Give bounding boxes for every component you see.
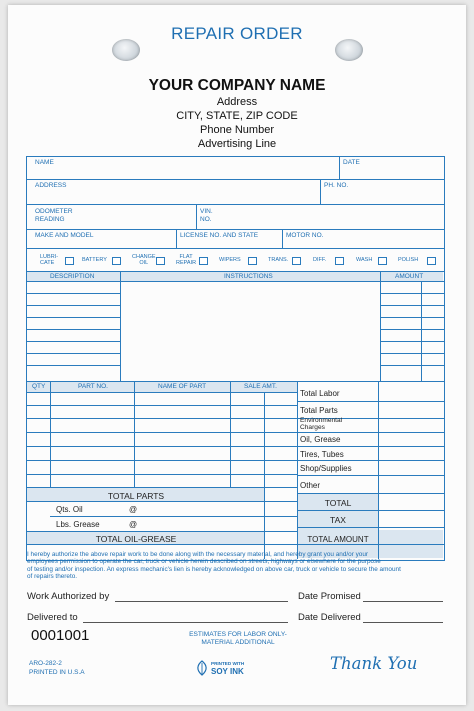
printed-in: PRINTED IN U.S.A: [29, 668, 85, 676]
check-change-oil: [132, 254, 156, 266]
oil-grease-label: Oil, Grease: [300, 435, 341, 444]
odometer-reading-label: READING: [35, 216, 65, 223]
total-label: TOTAL: [324, 498, 352, 508]
work-authorized-line[interactable]: [115, 601, 288, 602]
date-field[interactable]: DATE: [343, 159, 360, 166]
col-description: DESCRIPTION: [50, 273, 95, 280]
checkbox-diff[interactable]: [335, 257, 344, 265]
check-lubricate-label-2: CATE: [40, 260, 55, 266]
authorization-text: [27, 551, 447, 581]
odometer-field[interactable]: ODOMETER: [35, 208, 73, 215]
col-part-no: PART NO.: [78, 383, 108, 390]
authorization-line-3: of testing and/or inspection. An express mechanic's lien is hereby acknowledged on above car, truck or vehicle to secure the amount: [27, 565, 401, 573]
col-amount: AMOUNT: [395, 273, 424, 280]
col-qty: QTY: [32, 383, 46, 390]
vin-field[interactable]: VIN.: [200, 208, 213, 215]
authorization-line-4: of repairs thereto.: [27, 573, 78, 581]
total-amount-label: TOTAL AMOUNT: [307, 535, 369, 544]
address-field[interactable]: ADDRESS: [35, 182, 67, 189]
check-lubricate: [40, 254, 58, 266]
company-city-state-zip: CITY, STATE, ZIP CODE: [176, 110, 298, 122]
delivered-to-line[interactable]: [83, 622, 288, 623]
check-change-oil-label-2: OIL: [139, 260, 149, 266]
repair-order-form: [8, 5, 466, 705]
check-wipers-label: WIPERS: [219, 257, 241, 263]
vin-no-label: NO.: [200, 216, 212, 223]
tires-tubes-label: Tires, Tubes: [300, 450, 344, 459]
check-polish-label: POLISH: [398, 257, 419, 263]
checkbox-trans[interactable]: [292, 257, 301, 265]
shop-supplies-label: Shop/Supplies: [300, 464, 352, 473]
total-parts-label: TOTAL PARTS: [107, 491, 165, 501]
estimates-line-2: MATERIAL ADDITIONAL: [201, 639, 275, 646]
form-title: REPAIR ORDER: [171, 24, 303, 43]
license-field[interactable]: LICENSE NO. AND STATE: [180, 232, 259, 239]
environmental-label-2: Charges: [300, 424, 325, 431]
thank-you-script: Thank You: [330, 654, 418, 673]
check-flat-repair-label-2: REPAIR: [176, 260, 197, 266]
soy-ink-line-2: SOY INK: [211, 667, 244, 676]
company-name: YOUR COMPANY NAME: [148, 77, 326, 94]
tax-label: TAX: [330, 515, 346, 525]
soy-ink-line-1: PRINTED WITH: [211, 661, 245, 666]
total-oil-grease-label: TOTAL OIL-GREASE: [95, 534, 177, 544]
col-instructions: INSTRUCTIONS: [224, 273, 273, 280]
check-change-oil-label-1: CHANGE: [132, 254, 156, 260]
checkbox-polish[interactable]: [427, 257, 436, 265]
check-battery-label: BATTERY: [82, 257, 107, 263]
date-delivered-label: Date Delivered: [298, 612, 361, 623]
company-address: Address: [216, 96, 258, 108]
col-sale-amt: SALE AMT.: [244, 383, 277, 390]
environmental-label-1: Environmental: [300, 417, 343, 424]
estimates-note: [168, 631, 308, 647]
authorization-line-2: employees permission to operate the car, truck or vehicle herein described on streets, highways or elsewhere for the purpose: [27, 558, 381, 566]
company-advertising: Advertising Line: [197, 138, 277, 150]
checkbox-change-oil[interactable]: [156, 257, 165, 265]
checkbox-flat-repair[interactable]: [199, 257, 208, 265]
check-flat-repair: [176, 254, 196, 266]
make-model-field[interactable]: MAKE AND MODEL: [35, 232, 94, 239]
check-flat-repair-label-1: FLAT: [179, 254, 193, 260]
environmental-charges-label: [300, 417, 342, 431]
date-delivered-line[interactable]: [363, 622, 443, 623]
checkbox-wipers[interactable]: [248, 257, 257, 265]
check-wash-label: WASH: [356, 257, 373, 263]
check-lubricate-label-1: LUBRI-: [40, 254, 59, 260]
checkbox-lubricate[interactable]: [65, 257, 74, 265]
soy-ink-logo: [195, 659, 255, 679]
estimates-line-1: ESTIMATES FOR LABOR ONLY-: [189, 631, 287, 638]
total-labor-label: Total Labor: [300, 389, 340, 398]
delivered-to-label: Delivered to: [27, 612, 78, 623]
qts-oil-at: @: [129, 505, 138, 514]
check-diff-label: DIFF.: [313, 257, 327, 263]
soy-leaf-icon: [195, 660, 209, 676]
other-label: Other: [300, 481, 321, 490]
company-phone: Phone Number: [200, 124, 274, 136]
qts-oil-label: Qts. Oil: [56, 505, 83, 514]
total-parts-summary-label: Total Parts: [300, 406, 338, 415]
checkbox-battery[interactable]: [112, 257, 121, 265]
work-authorized-label: Work Authorized by: [27, 591, 110, 602]
name-field[interactable]: NAME: [35, 159, 54, 166]
print-info: [29, 660, 85, 677]
authorization-line-1: I hereby authorize the above repair work to be done along with the necessary material, and hereby grant you and/or your: [27, 551, 369, 558]
lbs-grease-label: Lbs. Grease: [56, 520, 100, 529]
lbs-grease-at: @: [129, 520, 138, 529]
date-promised-line[interactable]: [363, 601, 443, 602]
motor-no-field[interactable]: MOTOR NO.: [286, 232, 324, 239]
date-promised-label: Date Promised: [298, 591, 361, 602]
phone-no-field[interactable]: PH. NO.: [324, 182, 349, 189]
form-code: ARO-282-2: [29, 660, 62, 667]
order-number: 0001001: [31, 627, 90, 644]
checkbox-wash[interactable]: [378, 257, 387, 265]
col-name-of-part: NAME OF PART: [158, 383, 207, 390]
check-trans-label: TRANS.: [268, 257, 289, 263]
